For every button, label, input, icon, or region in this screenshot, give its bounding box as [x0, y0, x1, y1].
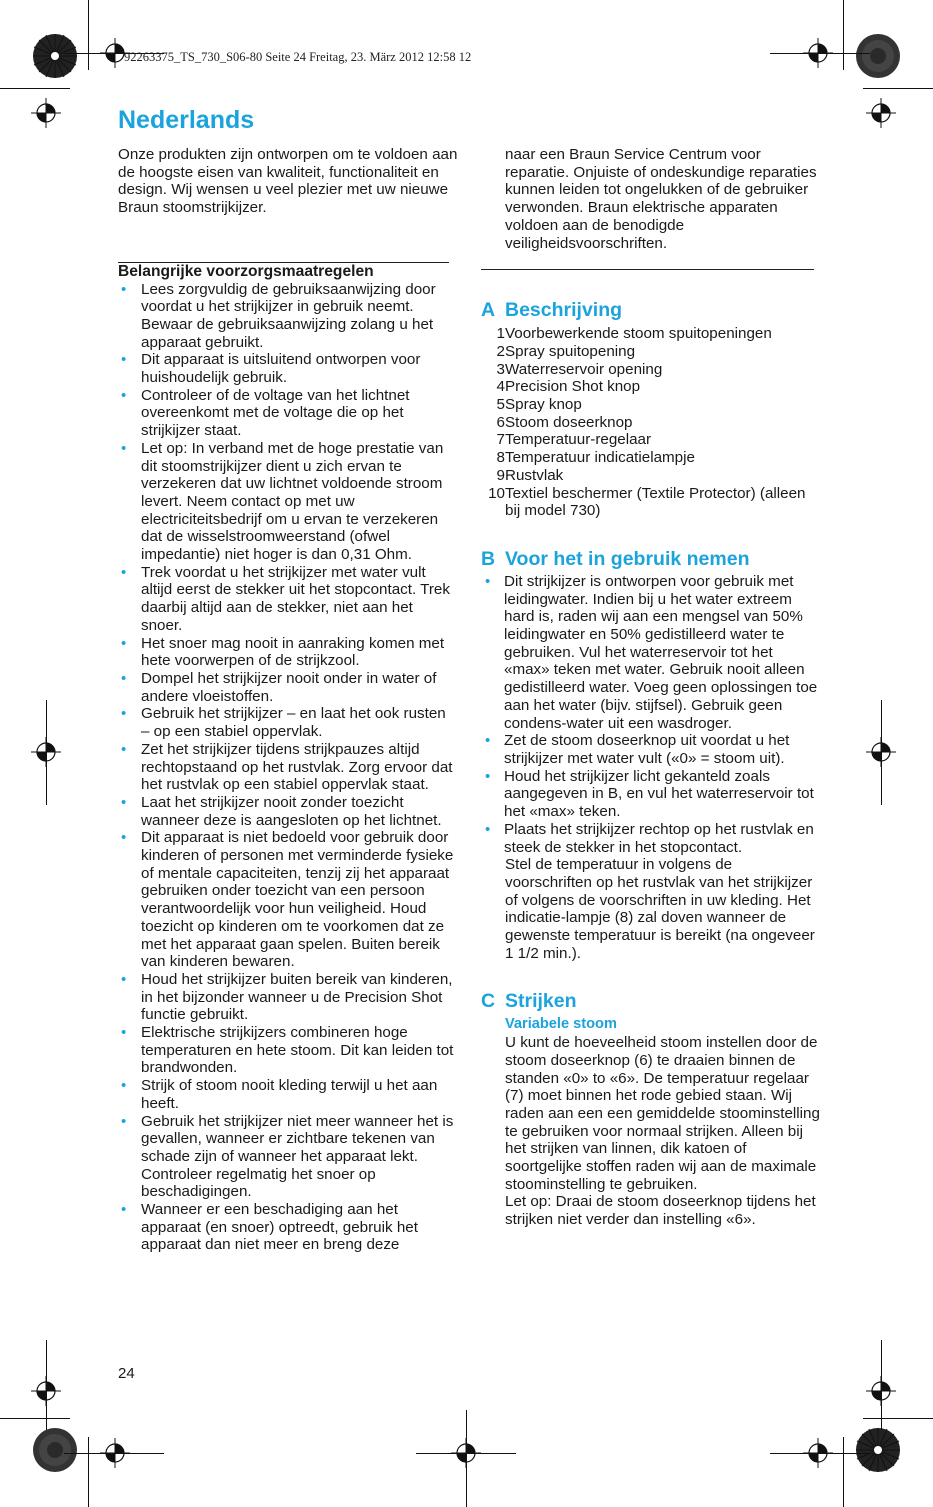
- list-item: • Controleer of de voltage van het lichtnet overeenkomt met de voltage die op het strijkijzer staat.: [118, 387, 458, 440]
- item-text: Temperatuur indicatielampje: [505, 449, 695, 467]
- parts-list: [481, 325, 821, 520]
- crop-mark: [863, 1418, 933, 1419]
- item-number: 7: [496, 431, 505, 449]
- crosshair-target-icon: [31, 98, 61, 128]
- list-item: [481, 361, 821, 379]
- section-c-heading: [481, 989, 821, 1013]
- crop-mark: [881, 1340, 882, 1430]
- list-item: [481, 343, 821, 361]
- crop-mark: [0, 1418, 70, 1419]
- list-item: • Houd het strijkijzer buiten bereik van kinderen, in het bijzonder wanneer u de Precision Shot functie gebruikt.: [118, 971, 458, 1024]
- crop-mark: [466, 1410, 467, 1507]
- item-text: Precision Shot knop: [505, 378, 641, 396]
- list-item: [481, 431, 821, 449]
- item-text: Spray spuitopening: [505, 342, 636, 360]
- section-a-heading: [481, 298, 821, 322]
- list-item: • Trek voordat u het strijkijzer met water vult altijd eerst de stekker uit het stopcontact. Trek daarbij altijd aan de stekker, niet aan het snoer.: [118, 564, 458, 635]
- item-text: Stoom doseerknop: [505, 413, 633, 431]
- item-number: 8: [496, 449, 505, 467]
- divider: [481, 269, 814, 270]
- list-item: • Zet het strijkijzer tijdens strijkpauzes altijd rechtopstaand op het rustvlak. Zorg ervoor dat het rustvlak op een stabiel oppervlak staat.: [118, 741, 458, 794]
- item-text: Voorbewerkende stoom spuitopeningen: [505, 325, 772, 343]
- list-item: • Laat het strijkijzer nooit zonder toezicht wanneer deze is aangesloten op het lichtnet.: [118, 794, 458, 829]
- registration-rosette-icon: [855, 1427, 901, 1473]
- crop-mark: [770, 1453, 870, 1454]
- list-item: • Dit apparaat is niet bedoeld voor gebruik door kinderen of personen met verminderde fysieke of mentale capaciteiten, tenzij zij het apparaat gebruiken onder toezicht van een persoon verantwoordelijk voor hun veiligheid. Houd toezicht op kinderen om te voorkomen dat ze met het apparaat gaan spelen. Buiten bereik van kinderen bewaren.: [118, 829, 458, 971]
- crosshair-target-icon: [866, 98, 896, 128]
- list-item: • Dit apparaat is uitsluitend ontworpen voor huishoudelijk gebruik.: [118, 351, 458, 386]
- registration-rosette-icon: [855, 33, 901, 79]
- crop-mark: [863, 88, 933, 89]
- safety-heading: Belangrijke voorzorgsmaatregelen: [118, 262, 374, 280]
- crop-mark: [843, 1437, 844, 1507]
- item-text: Textiel beschermer (Textile Protector) (alleen bij model 730): [505, 484, 806, 520]
- ironing-paragraph: U kunt de hoeveelheid stoom instellen door de stoom doseerknop (6) te draaien binnen de standen «0» to «6». De temperatuur regelaar (7) moet binnen het rode gebied staan. Wij raden aan een een gemiddelde stoominstelling te gebruiken voor normaal strijken. Alleen bij het strijken van linnen, dik katoen of soortgelijke stoffen raden wij aan de maximale stoominstelling te gebruiken.: [505, 1034, 820, 1193]
- list-item: • Dompel het strijkijzer nooit onder in water of andere vloeistoffen.: [118, 670, 458, 705]
- item-number: 9: [496, 466, 505, 484]
- item-text: Spray knop: [505, 396, 582, 414]
- ironing-note: Let op: Draai de stoom doseerknop tijdens het strijken niet verder dan instelling «6».: [505, 1193, 816, 1229]
- left-column: [118, 146, 458, 1254]
- section-title: Strijken: [505, 990, 577, 1013]
- list-item: [481, 414, 821, 432]
- list-item: • Houd het strijkijzer licht gekanteld zoals aangegeven in B, en vul het waterreservoir tot het «max» teken.: [481, 768, 821, 821]
- crop-mark: [843, 0, 844, 70]
- crop-mark: [881, 700, 882, 805]
- variable-steam-subheading: Variabele stoom: [505, 1016, 617, 1033]
- print-slug: 92263375_TS_730_S06-80 Seite 24 Freitag, 23. März 2012 12:58 12: [124, 50, 472, 64]
- list-item: • Elektrische strijkijzers combineren hoge temperaturen en hete stoom. Dit kan leiden tot brandwonden.: [118, 1024, 458, 1077]
- list-item: • Het snoer mag nooit in aanraking komen met hete voorwerpen of de strijkzool.: [118, 635, 458, 670]
- intro-paragraph: Onze produkten zijn ontworpen om te voldoen aan de hoogste eisen van kwaliteit, functionaliteit en design. Wij wensen u veel plezier met uw nieuwe Braun stoomstrijkijzer.: [118, 146, 458, 217]
- continuation-paragraph: naar een Braun Service Centrum voor reparatie. Onjuiste of ondeskundige reparaties kunnen leiden tot ongelukken of de gebruiker verwonden. Braun elektrische apparaten voldoen aan de benodigde veiligheidsvoorschriften.: [505, 146, 817, 252]
- registration-rosette-icon: [32, 1427, 78, 1473]
- item-text: Rustvlak: [505, 466, 564, 484]
- crop-mark: [0, 88, 70, 89]
- list-item: • Strijk of stoom nooit kleding terwijl u het aan heeft.: [118, 1077, 458, 1112]
- item-number: 1: [496, 325, 505, 343]
- page-number: 24: [118, 1365, 135, 1382]
- item-text: Waterreservoir opening: [505, 360, 663, 378]
- list-item: • Plaats het strijkijzer rechtop op het rustvlak en steek de stekker in het stopcontact.: [481, 821, 821, 856]
- section-letter: B: [481, 547, 496, 570]
- item-number: 10: [488, 484, 505, 502]
- crop-mark: [770, 53, 870, 54]
- list-item: [481, 325, 821, 343]
- right-column: [481, 146, 821, 1229]
- list-item: [481, 467, 821, 485]
- list-item: [481, 378, 821, 396]
- list-item: • Wanneer er een beschadiging aan het apparaat (en snoer) optreedt, gebruik het apparaat dan niet meer en breng deze: [118, 1201, 458, 1254]
- list-item: [481, 485, 821, 520]
- list-item: • Gebruik het strijkijzer niet meer wanneer het is gevallen, wanneer er zichtbare tekenen van schade zijn of wanneer het apparaat lekt. Controleer regelmatig het snoer op beschadigingen.: [118, 1113, 458, 1202]
- list-item: • Lees zorgvuldig de gebruiksaanwijzing door voordat u het strijkijzer in gebruik neemt. Bewaar de gebruiksaanwijzing zolang u het apparaat gebruikt.: [118, 281, 458, 352]
- item-number: 4: [496, 378, 505, 396]
- item-number: 3: [496, 360, 505, 378]
- section-letter: C: [481, 990, 496, 1013]
- setup-paragraph: Stel de temperatuur in volgens de voorschriften op het rustvlak van het strijkijzer of volgens de voorschriften in uw kleding. Het indicatie-lampje (8) zal doven wanneer de gewenste temperatuur is bereikt (na ongeveer 1 1/2 min.).: [505, 856, 815, 962]
- crop-mark: [46, 700, 47, 805]
- section-title: Voor het in gebruik nemen: [505, 547, 750, 570]
- registration-rosette-icon: [32, 33, 78, 79]
- list-item: • Zet de stoom doseerknop uit voordat u het strijkijzer met water vult («0» = stoom uit).: [481, 732, 821, 767]
- list-item: • Dit strijkijzer is ontworpen voor gebruik met leidingwater. Indien bij u het water extreem hard is, raden wij aan een mengsel van 50% leidingwater en 50% gedistilleerd water te gebruiken. Vul het waterreservoir tot het «max» teken met water. Gebruik nooit alleen gedistilleerd water. Voeg geen oplossingen toe aan het water (bijv. stijfsel). Gebruik geen condens-water uit een wasdroger.: [481, 573, 821, 732]
- item-text: Temperatuur-regelaar: [505, 431, 652, 449]
- list-item: [481, 449, 821, 467]
- list-item: [481, 396, 821, 414]
- list-item: • Gebruik het strijkijzer – en laat het ook rusten – op een stabiel oppervlak.: [118, 705, 458, 740]
- section-title: Beschrijving: [505, 299, 623, 322]
- section-letter: A: [481, 299, 496, 322]
- crop-mark: [88, 1437, 89, 1507]
- safety-list: [118, 281, 458, 1255]
- section-b-heading: [481, 547, 821, 571]
- list-item: • Let op: In verband met de hoge prestatie van dit stoomstrijkijzer dient u zich ervan te verzekeren dat uw lichtnet voldoende stroom levert. Neem contact op met uw electriciteitsbedrijf om u ervan te verzekeren dat de wisselstroomweerstand (ofwel impedantie) niet hoger is dan 0,31 Ohm.: [118, 440, 458, 564]
- crop-mark: [46, 1340, 47, 1430]
- setup-list: [481, 573, 821, 856]
- crop-mark: [88, 0, 89, 70]
- item-number: 5: [496, 396, 505, 414]
- crop-mark: [64, 1453, 164, 1454]
- page-title: Nederlands: [118, 106, 255, 134]
- item-number: 6: [496, 413, 505, 431]
- item-number: 2: [496, 342, 505, 360]
